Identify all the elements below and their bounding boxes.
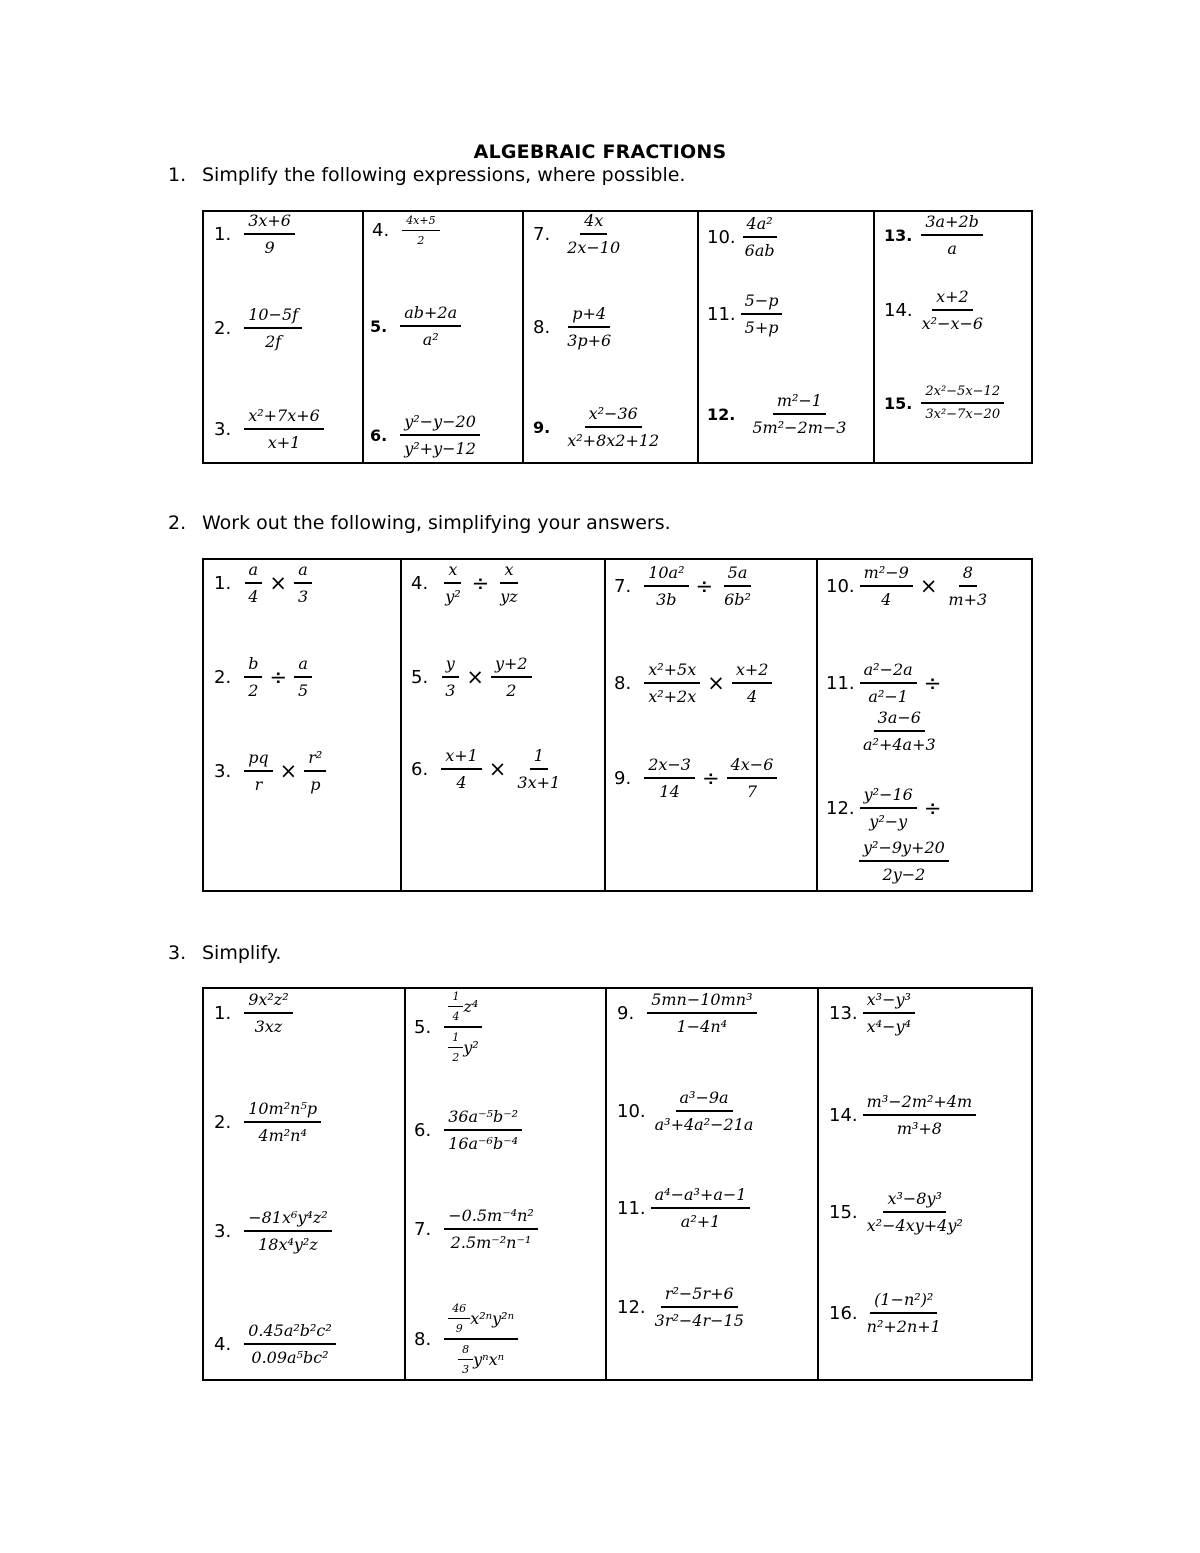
s1-item-12: 12. $\frac{\text{m²−1}}{\text{5m²−2m−3}}$ [707,391,853,437]
section-1-instruction [168,164,685,186]
s3-item-8: 8. $\frac{46}{9}$ x²ⁿy²ⁿ $\frac{8}{3}$ yⁿxⁿ [414,1302,521,1376]
s1-item-4: 4. $\frac{4x+5}{2}$ [372,214,443,247]
s3-item-16: 16. $\frac{\text{(1−n²)²}}{\text{n²+2n+1}}$ [829,1290,941,1336]
s3-item-9: 9. $\frac{\text{5mn−10mn³}}{\text{1−4n⁴}}$ [617,990,760,1036]
s1-item-14: 14. $\frac{x+2}{\text{x²−x−6}}$ [884,287,990,333]
s1-item-10: 10. $\frac{\text{4a²}}{6ab}$ [707,214,782,260]
fraction: $\frac{3a+2b}{a}$ [921,212,983,258]
s3-item-2: 2. $\frac{\text{10m²n⁵p}}{\text{4m²n⁴}}$ [214,1099,324,1145]
fraction: $\frac{3x+6}{9}$ [244,211,295,257]
fraction: $\frac{\text{x²+7x+6}}{x+1}$ [244,406,324,452]
section-number: 3. [168,942,187,964]
s1-item-9: 9. $\frac{\text{x²−36}}{\text{x²+8x2+12}}$ [533,404,666,450]
s2-item-7: 7. $\frac{\text{10a²}}{3b}$ ÷ $\frac{5a}{\text{6b²}}$ [614,563,751,609]
s1-item-1: 1. $\frac{3x+6}{9}$ [214,211,298,257]
fraction: $\frac{\text{2x²−5x−12}}{\text{3x²−7x−20}}$ [921,384,1004,422]
s3-item-15: 15. $\frac{\text{x³−8y³}}{\text{x²−4xy+4y²}}$ [829,1189,963,1235]
fraction: $\frac{4x+5}{2}$ [402,214,439,247]
s2-item-8: 8. $\frac{\text{x²+5x}}{\text{x²+2x}}$ × $\frac{x+2}{4}$ [614,660,775,706]
instruction-text: Simplify. [202,942,282,964]
s1-item-8: 8. $\frac{p+4}{3p+6}$ [533,304,618,350]
fraction: $\frac{10-5f}{2f}$ [244,305,302,351]
s3-item-14: 14. $\frac{\text{m³−2m²+4m}}{\text{m³+8}}$ [829,1092,979,1138]
s1-item-3: 3. $\frac{\text{x²+7x+6}}{x+1}$ [214,406,327,452]
s3-item-7: 7. $\frac{\text{−0.5m⁻⁴n²}}{\text{2.5m⁻²n⁻¹}}$ [414,1206,541,1252]
s1-item-6: 6. $\frac{\text{y²−y−20}}{\text{y²+y−12}}$ [370,412,483,458]
s1-item-11: 11. $\frac{5-p}{5+p}$ [707,291,785,337]
s2-item-12: 12. $\frac{\text{y²−16}}{\text{y²−y}}$ ÷ [826,785,942,831]
instruction-text: Simplify the following expressions, where possible. [202,164,686,186]
s3-item-13: 13. $\frac{\text{x³−y³}}{\text{x⁴−y⁴}}$ [829,990,918,1036]
fraction: $\frac{p+4}{3p+6}$ [567,304,612,350]
fraction: $\frac{ab+2a}{\text{a²}}$ [400,303,461,349]
page-title: ALGEBRAIC FRACTIONS [473,141,727,163]
s3-item-10: 10. $\frac{\text{a³−9a}}{\text{a³+4a²−21a}}$ [617,1088,754,1134]
section-number: 1. [168,164,187,186]
s2-item-9: 9. $\frac{2x-3}{14}$ ÷ $\frac{4x-6}{7}$ [614,755,780,801]
s3-item-11: 11. $\frac{\text{a⁴−a³+a−1}}{\text{a²+1}}$ [617,1185,753,1231]
fraction: $\frac{\text{m²−1}}{\text{5m²−2m−3}}$ [752,391,847,437]
fraction: $\frac{x+2}{\text{x²−x−6}}$ [921,287,984,333]
s1-item-5: 5. $\frac{ab+2a}{\text{a²}}$ [370,303,464,349]
s2-item-4: 4. $\frac{x}{\text{y²}}$ ÷ $\frac{x}{yz}$ [411,560,518,606]
fraction: $\frac{\text{y²−y−20}}{\text{y²+y−12}}$ [400,412,480,458]
s3-item-3: 3. $\frac{\text{−81x⁶y⁴z²}}{\text{18x⁴y²z}}$ [214,1208,335,1254]
s2-item-3: 3. $\frac{pq}{r}$ × $\frac{\text{r²}}{p}$ [214,748,329,794]
fraction: $\frac{\text{x²−36}}{\text{x²+8x2+12}}$ [567,404,660,450]
instruction-text: Work out the following, simplifying your answers. [202,512,671,534]
s1-item-13: 13. $\frac{3a+2b}{a}$ [884,212,986,258]
s2-item-6: 6. $\frac{x+1}{4}$ × $\frac{1}{3x+1}$ [411,746,561,792]
section-number: 2. [168,512,187,534]
s2-item-2: 2. $\frac{b}{2}$ ÷ $\frac{a}{5}$ [214,654,315,700]
s2-item-10: 10. $\frac{\text{m²−9}}{4}$ × $\frac{8}{m+3}$ [826,563,988,609]
s3-item-6: 6. $\frac{\text{36a⁻⁵b⁻²}}{\text{16a⁻⁶b⁻⁴}}$ [414,1107,525,1153]
section-3-instruction [168,942,281,964]
s3-item-5: 5. $\frac{1}{4}$ z⁴ $\frac{1}{2}$ y² [414,990,486,1064]
s3-item-12: 12. $\frac{\text{r²−5r+6}}{\text{3r²−4r−15}}$ [617,1284,744,1330]
s3-item-4: 4. $\frac{\text{0.45a²b²c²}}{\text{0.09a⁵bc²}}$ [214,1321,339,1367]
s1-item-15: 15. $\frac{\text{2x²−5x−12}}{\text{3x²−7x−20}}$ [884,384,1007,422]
section-2-instruction [168,512,671,534]
s3-item-1: 1. $\frac{\text{9x²z²}}{3xz}$ [214,990,296,1036]
s1-item-2: 2. $\frac{10-5f}{2f}$ [214,305,305,351]
s2-item-1: 1. $\frac{a}{4}$ × $\frac{a}{3}$ [214,560,315,606]
fraction: $\frac{5-p}{5+p}$ [741,291,783,337]
s2-item-12-second: $\frac{\text{y²−9y+20}}{2y-2}$ [856,838,952,884]
s2-item-11-second: $\frac{3a-6}{\text{a²+4a+3}}$ [863,708,936,754]
s2-item-11: 11. $\frac{\text{a²−2a}}{\text{a²−1}}$ ÷ [826,660,942,706]
s1-item-7: 7. $\frac{4x}{2x-10}$ [533,211,627,257]
fraction: $\frac{\text{4a²}}{6ab}$ [741,214,779,260]
s2-item-5: 5. $\frac{y}{3}$ × $\frac{y+2}{2}$ [411,654,535,700]
fraction: $\frac{4x}{2x-10}$ [567,211,621,257]
